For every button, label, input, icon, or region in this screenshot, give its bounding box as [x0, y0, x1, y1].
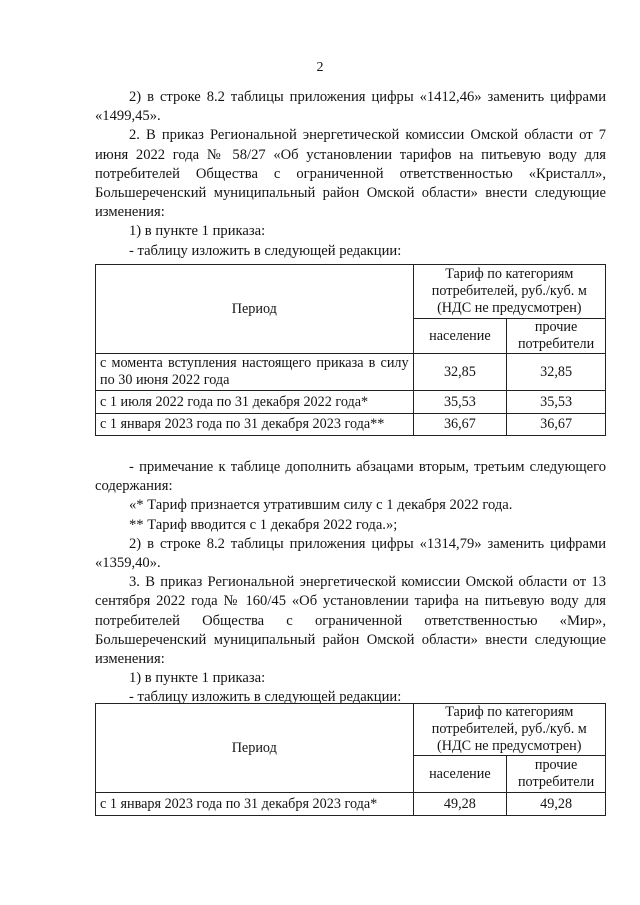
header-other: прочие потребители [507, 319, 606, 354]
cell-population: 32,85 [413, 354, 507, 391]
table-row [96, 391, 606, 414]
table-row [96, 793, 606, 816]
paragraph: - таблицу изложить в следующей редакции: [129, 689, 402, 706]
cell-period: с 1 января 2023 года по 31 декабря 2023 года** [96, 414, 414, 436]
paragraph: - примечание к таблице дополнить абзацами вторым, третьим следующего содержания: [95, 459, 606, 495]
header-other: прочие потребители [507, 756, 606, 793]
paragraph: ** Тариф вводится с 1 декабря 2022 года.»; [129, 516, 398, 533]
cell-population: 49,28 [413, 793, 507, 816]
table-row [96, 354, 606, 391]
header-period: Период [96, 704, 414, 793]
tariff-table-1 [95, 264, 606, 436]
cell-other: 49,28 [507, 793, 606, 816]
paragraph: 1) в пункте 1 приказа: [129, 670, 266, 687]
paragraph: 2. В приказ Региональной энергетической комиссии Омской области от 7 июня 2022 года № 58/27 «Об установлении тарифов на питьевую воду для потребителей Общества с ограниченной ответственностью «Кристалл», Большереченский муниципальный район Омской области» внести следующие изменения: [95, 127, 606, 221]
cell-period: с 1 января 2023 года по 31 декабря 2023 года* [96, 793, 414, 816]
text-block-2 [95, 458, 606, 708]
header-population: население [413, 319, 507, 354]
cell-other: 32,85 [507, 354, 606, 391]
table-row [96, 414, 606, 436]
paragraph: 1) в пункте 1 приказа: [129, 223, 266, 240]
paragraph: «* Тариф признается утратившим силу с 1 декабря 2022 года. [129, 497, 513, 514]
cell-period: с 1 июля 2022 года по 31 декабря 2022 года* [96, 391, 414, 414]
header-tariff: Тариф по категориям потребителей, руб./куб. м (НДС не предусмотрен) [413, 265, 605, 319]
cell-population: 36,67 [413, 414, 507, 436]
paragraph: 3. В приказ Региональной энергетической комиссии Омской области от 13 сентября 2022 года № 160/45 «Об установлении тарифа на питьевую воду для потребителей Общества с ограниченной ответственностью «Мир», Большереченский муниципальный район Омской области» внести следующие изменения: [95, 574, 606, 668]
tariff-table-2 [95, 703, 606, 816]
page-number: 2 [316, 60, 324, 75]
cell-other: 36,67 [507, 414, 606, 436]
cell-period: с момента вступления настоящего приказа в силу по 30 июня 2022 года [96, 354, 414, 391]
header-population: население [413, 756, 507, 793]
table-header-row [96, 265, 606, 319]
paragraph: - таблицу изложить в следующей редакции: [129, 242, 402, 259]
paragraph: 2) в строке 8.2 таблицы приложения цифры «1412,46» заменить цифрами «1499,45». [95, 89, 606, 125]
text-block-1 [95, 88, 606, 261]
cell-population: 35,53 [413, 391, 507, 414]
header-tariff: Тариф по категориям потребителей, руб./куб. м (НДС не предусмотрен) [413, 704, 605, 756]
header-period: Период [96, 265, 414, 354]
paragraph: 2) в строке 8.2 таблицы приложения цифры «1314,79» заменить цифрами «1359,40». [95, 535, 606, 572]
table-header-row [96, 704, 606, 756]
cell-other: 35,53 [507, 391, 606, 414]
